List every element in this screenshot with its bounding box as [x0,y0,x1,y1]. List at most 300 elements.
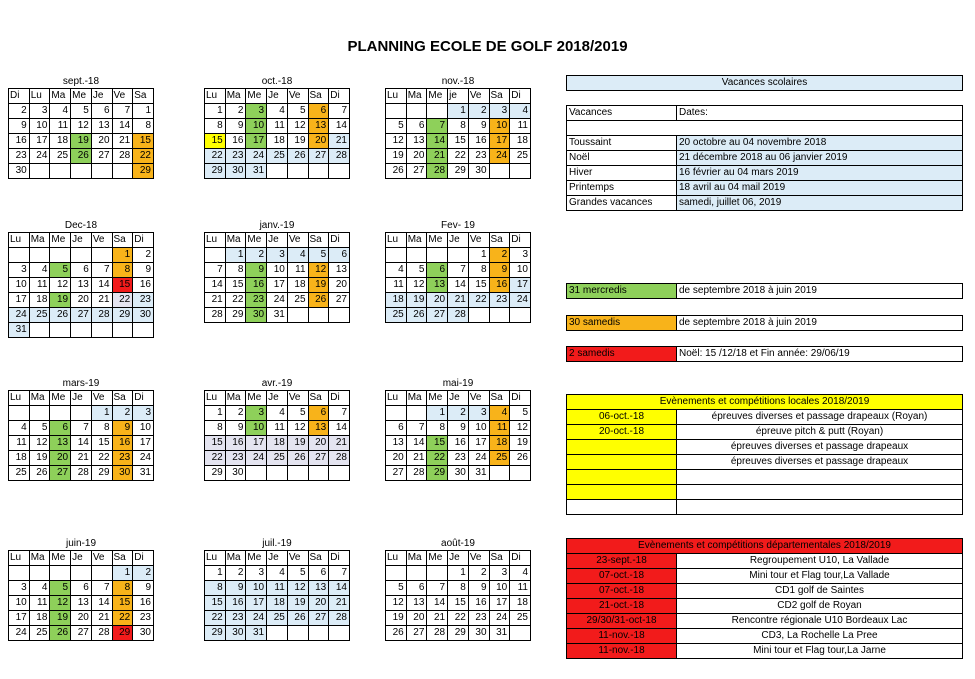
day-cell: 19 [386,149,407,164]
day-cell: 10 [510,263,531,278]
weekday-header: Sa [489,551,510,566]
weekday-header: Sa [112,551,133,566]
day-cell: 14 [112,119,133,134]
day-cell [267,164,288,179]
day-cell: 6 [406,581,427,596]
day-cell: 23 [133,611,154,626]
day-cell: 1 [205,406,226,421]
event-desc: Mini tour et Flag tour,La Jarne [677,644,963,659]
weekday-header: Sa [308,551,329,566]
day-cell: 28 [329,451,350,466]
day-cell [9,248,30,263]
day-cell: 20 [71,293,92,308]
day-cell: 6 [71,263,92,278]
day-cell [510,626,531,641]
day-cell: 29 [112,626,133,641]
day-cell: 24 [489,149,510,164]
day-cell: 11 [29,278,50,293]
day-cell: 2 [489,248,510,263]
day-cell: 29 [112,308,133,323]
weekday-header: Me [246,233,267,248]
day-cell: 8 [448,119,469,134]
weekday-header: Je [71,391,92,406]
day-cell: 15 [225,278,246,293]
day-cell [329,626,350,641]
weekday-header: Ma [29,391,50,406]
day-cell: 6 [50,421,71,436]
day-cell: 14 [205,278,226,293]
day-cell: 31 [246,626,267,641]
month-title: nov.-18 [441,76,475,87]
day-cell: 11 [9,436,30,451]
weekday-header: Ma [29,233,50,248]
day-cell [386,104,407,119]
day-cell: 28 [91,308,112,323]
day-cell: 20 [427,293,448,308]
month-grid [204,390,350,481]
day-cell: 22 [448,611,469,626]
day-cell [489,164,510,179]
day-cell: 9 [133,263,154,278]
day-cell: 30 [468,626,489,641]
day-cell: 21 [71,451,92,466]
day-cell: 23 [246,293,267,308]
event-desc: CD3, La Rochelle La Pree [677,629,963,644]
day-cell: 19 [308,278,329,293]
day-cell: 28 [427,164,448,179]
day-cell: 12 [29,436,50,451]
day-cell: 29 [205,164,226,179]
weekday-header: Lu [386,551,407,566]
vacances-dates: 21 décembre 2018 au 06 janvier 2019 [677,151,963,166]
day-cell: 10 [9,596,30,611]
day-cell: 15 [205,134,226,149]
weekday-header: Ve [287,391,308,406]
day-cell: 11 [489,421,510,436]
day-cell: 21 [205,293,226,308]
weekday-header: Je [71,233,92,248]
day-cell: 6 [91,104,112,119]
day-cell [386,566,407,581]
day-cell: 26 [71,149,92,164]
day-cell: 16 [246,278,267,293]
month-grid [385,390,531,481]
day-cell [386,248,407,263]
day-cell: 8 [112,581,133,596]
day-cell: 13 [308,119,329,134]
day-cell [427,104,448,119]
day-cell: 8 [133,119,154,134]
month-title: avr.-19 [261,378,293,389]
month-grid [385,550,531,641]
day-cell: 16 [112,436,133,451]
page-title: PLANNING ECOLE DE GOLF 2018/2019 [347,38,628,55]
day-cell: 14 [91,596,112,611]
event-date [567,485,677,500]
month-grid [385,88,531,179]
day-cell: 17 [267,278,288,293]
day-cell: 18 [29,293,50,308]
day-cell: 4 [510,104,531,119]
day-cell: 29 [91,466,112,481]
weekday-header: Ma [406,391,427,406]
month-grid [204,88,350,179]
day-cell: 9 [112,421,133,436]
day-cell: 2 [112,406,133,421]
weekday-header: Lu [386,391,407,406]
dept-events-header: Evènements et compétitions départementales 2018/2019 [567,539,963,554]
day-cell: 28 [329,149,350,164]
day-cell: 27 [91,149,112,164]
day-cell: 7 [427,119,448,134]
day-cell [50,248,71,263]
day-cell: 25 [267,149,288,164]
weekday-header: Je [267,391,288,406]
day-cell: 11 [386,278,407,293]
day-cell: 9 [468,119,489,134]
day-cell: 3 [468,406,489,421]
day-cell: 30 [225,164,246,179]
day-cell [91,566,112,581]
day-cell [71,566,92,581]
day-cell [71,164,92,179]
vacances-table [566,75,963,211]
event-date: 23-sept.-18 [567,554,677,569]
day-cell: 28 [205,308,226,323]
weekday-header: Je [267,551,288,566]
day-cell: 18 [489,436,510,451]
legend-samedis [566,315,963,331]
day-cell: 29 [133,164,154,179]
day-cell: 2 [133,566,154,581]
day-cell: 13 [71,596,92,611]
day-cell: 16 [225,596,246,611]
weekday-header: Me [50,391,71,406]
day-cell: 24 [246,149,267,164]
event-date: 06-oct.-18 [567,410,677,425]
weekday-header: Je [267,89,288,104]
event-desc: épreuves diverses et passage drapeaux [677,440,963,455]
day-cell [29,406,50,421]
day-cell [50,323,71,338]
day-cell: 30 [448,466,469,481]
day-cell: 19 [287,134,308,149]
day-cell: 4 [29,581,50,596]
weekday-header: Di [133,233,154,248]
legend-2-samedis [566,346,963,362]
day-cell: 5 [308,248,329,263]
day-cell: 15 [448,134,469,149]
day-cell: 19 [386,611,407,626]
day-cell [329,164,350,179]
day-cell: 20 [308,134,329,149]
day-cell [406,104,427,119]
day-cell: 30 [225,626,246,641]
weekday-header: Ve [287,551,308,566]
weekday-header: Di [329,233,350,248]
day-cell: 5 [50,581,71,596]
day-cell: 28 [112,149,133,164]
day-cell [50,566,71,581]
day-cell: 23 [225,149,246,164]
day-cell: 14 [427,596,448,611]
day-cell: 12 [50,278,71,293]
day-cell [386,406,407,421]
weekday-header: Me [427,89,448,104]
day-cell: 22 [205,611,226,626]
day-cell: 2 [448,406,469,421]
weekday-header: Lu [205,551,226,566]
day-cell: 21 [427,611,448,626]
day-cell [510,308,531,323]
day-cell: 17 [468,436,489,451]
day-cell: 11 [287,263,308,278]
day-cell: 4 [386,263,407,278]
day-cell: 10 [489,581,510,596]
day-cell: 30 [133,308,154,323]
day-cell: 8 [468,263,489,278]
day-cell: 7 [406,421,427,436]
day-cell: 28 [406,466,427,481]
day-cell: 27 [329,293,350,308]
weekday-header: Ve [468,551,489,566]
day-cell: 22 [448,149,469,164]
day-cell: 7 [91,263,112,278]
day-cell: 1 [427,406,448,421]
weekday-header: Ve [468,89,489,104]
day-cell: 6 [386,421,407,436]
day-cell: 5 [29,421,50,436]
day-cell: 15 [112,596,133,611]
day-cell: 12 [406,278,427,293]
legend-text: de septembre 2018 à juin 2019 [677,316,963,331]
legend-label: 30 samedis [567,316,677,331]
day-cell: 20 [71,611,92,626]
day-cell: 4 [267,104,288,119]
day-cell [406,248,427,263]
weekday-header: Lu [205,391,226,406]
day-cell: 21 [329,436,350,451]
day-cell: 26 [287,611,308,626]
month-title: juil.-19 [262,538,292,549]
weekday-header: Me [427,233,448,248]
day-cell: 3 [510,248,531,263]
day-cell: 9 [133,581,154,596]
day-cell: 2 [468,566,489,581]
weekday-header: Je [71,551,92,566]
day-cell [9,566,30,581]
day-cell: 25 [9,466,30,481]
day-cell: 25 [50,149,71,164]
month-calendar [385,76,531,179]
day-cell [308,164,329,179]
weekday-header: Ma [225,89,246,104]
day-cell: 29 [205,626,226,641]
day-cell: 26 [287,451,308,466]
month-calendar [8,378,154,481]
day-cell: 24 [9,308,30,323]
day-cell [205,248,226,263]
day-cell [29,323,50,338]
weekday-header: Sa [308,391,329,406]
day-cell: 22 [205,149,226,164]
day-cell: 3 [246,104,267,119]
day-cell: 4 [287,248,308,263]
day-cell: 8 [112,263,133,278]
day-cell: 1 [112,248,133,263]
day-cell [427,566,448,581]
weekday-header: Sa [489,89,510,104]
day-cell: 24 [133,451,154,466]
dates-col-label: Dates: [677,106,963,121]
day-cell: 13 [386,436,407,451]
day-cell: 26 [50,626,71,641]
day-cell: 16 [489,278,510,293]
day-cell: 9 [9,119,30,134]
day-cell: 23 [9,149,30,164]
weekday-header: Me [246,89,267,104]
month-title: Dec-18 [64,220,98,231]
vacances-name: Toussaint [567,136,677,151]
day-cell: 18 [386,293,407,308]
day-cell: 26 [287,149,308,164]
day-cell: 11 [267,581,288,596]
weekday-header: Me [427,551,448,566]
day-cell: 29 [225,308,246,323]
day-cell: 13 [329,263,350,278]
day-cell: 8 [205,581,226,596]
vacances-dates: 20 octobre au 04 novembre 2018 [677,136,963,151]
day-cell [287,308,308,323]
month-grid [385,232,531,323]
day-cell: 31 [246,164,267,179]
weekday-header: Lu [386,89,407,104]
day-cell: 27 [71,308,92,323]
day-cell: 7 [329,104,350,119]
weekday-header: Ma [406,233,427,248]
weekday-header: Sa [112,233,133,248]
month-calendar [204,76,350,179]
day-cell: 21 [329,134,350,149]
day-cell [246,466,267,481]
weekday-header: Lu [9,233,30,248]
day-cell: 20 [329,278,350,293]
day-cell: 10 [133,421,154,436]
day-cell: 13 [308,581,329,596]
event-desc: CD1 golf de Saintes [677,584,963,599]
event-date: 20-oct.-18 [567,425,677,440]
day-cell: 4 [267,566,288,581]
day-cell [406,406,427,421]
event-desc: épreuves diverses et passage drapeaux (Royan) [677,410,963,425]
day-cell [489,308,510,323]
day-cell: 22 [112,293,133,308]
day-cell: 23 [489,293,510,308]
day-cell: 12 [510,421,531,436]
day-cell: 14 [448,278,469,293]
day-cell: 25 [510,611,531,626]
day-cell: 26 [510,451,531,466]
day-cell: 11 [510,119,531,134]
day-cell: 2 [225,104,246,119]
month-title: août-19 [441,538,475,549]
day-cell: 19 [71,134,92,149]
day-cell: 22 [205,451,226,466]
weekday-header: Di [510,551,531,566]
day-cell: 23 [448,451,469,466]
month-calendar [204,538,350,641]
day-cell [329,466,350,481]
day-cell: 12 [50,596,71,611]
day-cell: 1 [448,566,469,581]
day-cell: 14 [406,436,427,451]
vacances-name: Printemps [567,181,677,196]
day-cell: 17 [9,293,30,308]
weekday-header: Lu [205,233,226,248]
day-cell [267,466,288,481]
weekday-header: Di [510,233,531,248]
event-date [567,500,677,515]
day-cell: 12 [71,119,92,134]
day-cell [50,406,71,421]
day-cell: 10 [29,119,50,134]
weekday-header: Me [246,551,267,566]
day-cell: 21 [329,596,350,611]
day-cell: 18 [267,134,288,149]
weekday-header: Di [510,391,531,406]
day-cell: 15 [427,436,448,451]
weekday-header: Je [267,233,288,248]
day-cell [287,466,308,481]
day-cell: 14 [427,134,448,149]
day-cell: 24 [489,611,510,626]
day-cell: 25 [386,308,407,323]
day-cell: 1 [225,248,246,263]
day-cell: 8 [427,421,448,436]
event-date [567,470,677,485]
day-cell: 18 [267,436,288,451]
event-desc: Rencontre régionale U10 Bordeaux Lac [677,614,963,629]
day-cell: 6 [308,566,329,581]
day-cell: 20 [91,134,112,149]
day-cell: 5 [287,406,308,421]
month-calendar [385,220,531,323]
day-cell: 26 [50,308,71,323]
day-cell: 6 [308,104,329,119]
day-cell: 5 [386,119,407,134]
day-cell: 3 [489,104,510,119]
event-date: 29/30/31-oct-18 [567,614,677,629]
day-cell: 3 [133,406,154,421]
day-cell: 24 [9,626,30,641]
day-cell: 28 [427,626,448,641]
day-cell: 29 [427,466,448,481]
day-cell: 27 [406,164,427,179]
day-cell: 4 [267,406,288,421]
event-date: 07-oct.-18 [567,569,677,584]
weekday-header: Di [133,391,154,406]
day-cell: 7 [112,104,133,119]
day-cell: 15 [91,436,112,451]
day-cell: 27 [308,149,329,164]
day-cell: 13 [308,421,329,436]
day-cell: 13 [427,278,448,293]
day-cell: 17 [246,596,267,611]
month-grid [204,550,350,641]
day-cell: 17 [510,278,531,293]
day-cell: 16 [448,436,469,451]
day-cell: 19 [510,436,531,451]
